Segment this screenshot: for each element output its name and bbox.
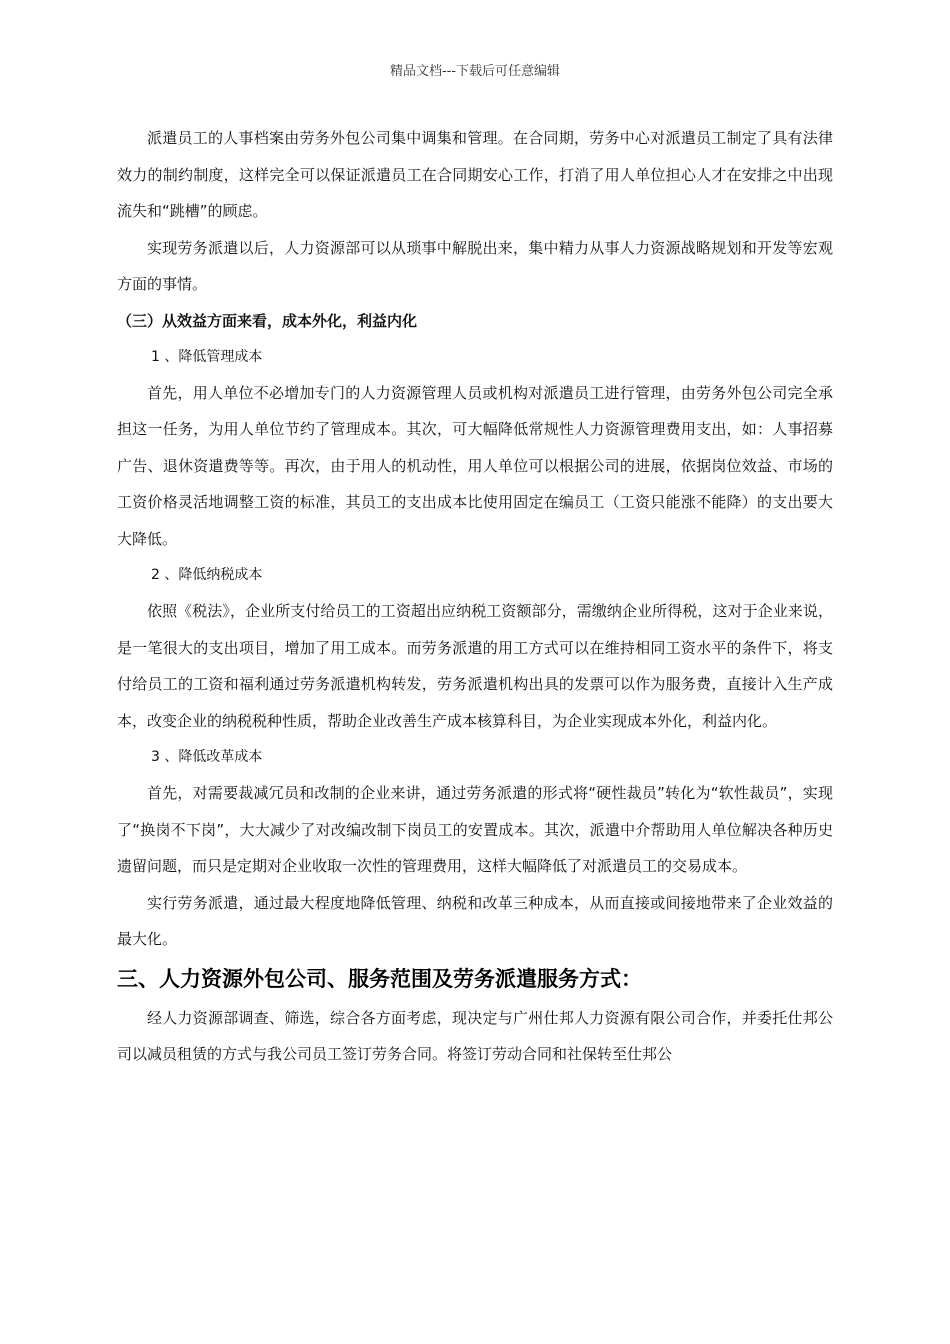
paragraph-hr-freed: 实现劳务派遣以后，人力资源部可以从琐事中解脱出来，集中精力从事人力资源战略规划和开发等宏观方面的事情。 <box>117 238 833 293</box>
list-item-reform-cost: 3 、降低改革成本 <box>151 749 263 765</box>
list-item-tax-cost: 2 、降低纳税成本 <box>151 567 263 583</box>
paragraph-reform-cost: 首先，对需要裁减冗员和改制的企业来讲，通过劳务派遣的形式将“硬性裁员”转化为“软性裁员”，实现了“换岗不下岗”，大大减少了对改编改制下岗员工的安置成本。其次，派遣中介帮助用人单位解决各种历史遗留问题，而只是定期对企业收取一次性的管理费用，这样大幅降低了对派遣员工的交易成本。 <box>117 784 834 875</box>
section-heading-outsourcing: 三、人力资源外包公司、服务范围及劳务派遣服务方式： <box>117 966 642 991</box>
page-header: 精品文档---下载后可任意编辑 <box>389 64 561 79</box>
paragraph-partner-selection: 经人力资源部调查、筛选，综合各方面考虑，现决定与广州仕邦人力资源有限公司合作，并委托仕邦公司以减员租赁的方式与我公司员工签订劳务合同。将签订劳动合同和社保转至仕邦公 <box>117 1008 833 1063</box>
paragraph-personnel-files: 派遣员工的人事档案由劳务外包公司集中调集和管理。在合同期，劳务中心对派遣员工制定了具有法律效力的制约制度，这样完全可以保证派遣员工在合同期安心工作，打消了用人单位担心人才在安排之中出现流失和“跳槽”的顾虑。 <box>117 129 833 220</box>
document-body <box>117 120 833 1073</box>
paragraph-summary: 实行劳务派遣，通过最大程度地降低管理、纳税和改革三种成本，从而直接或间接地带来了企业效益的最大化。 <box>117 893 833 948</box>
list-item-management-cost: 1 、降低管理成本 <box>151 348 263 365</box>
paragraph-tax-cost: 依照《税法》，企业所支付给员工的工资超出应纳税工资额部分，需缴纳企业所得税，这对于企业来说，是一笔很大的支出项目，增加了用工成本。而劳务派遣的用工方式可以在维持相同工资水平的条件下，将支付给员工的工资和福利通过劳务派遣机构转发，劳务派遣机构出具的发票可以作为服务费，直接计入生产成本，改变企业的纳税税种性质，帮助企业改善生产成本核算科目，为企业实现成本外化，利益内化。 <box>117 602 833 730</box>
paragraph-management-cost: 首先，用人单位不必增加专门的人力资源管理人员或机构对派遣员工进行管理，由劳务外包公司完全承担这一任务，为用人单位节约了管理成本。其次，可大幅降低常规性人力资源管理费用支出，如：人事招募广告、退休资遣费等等。再次，由于用人的机动性，用人单位可以根据公司的进展，依据岗位效益、市场的工资价格灵活地调整工资的标准，其员工的支出成本比使用固定在编员工（工资只能涨不能降）的支出要大大降低。 <box>117 383 833 548</box>
sub-heading-benefits: （三）从效益方面来看，成本外化，利益内化 <box>117 311 418 330</box>
